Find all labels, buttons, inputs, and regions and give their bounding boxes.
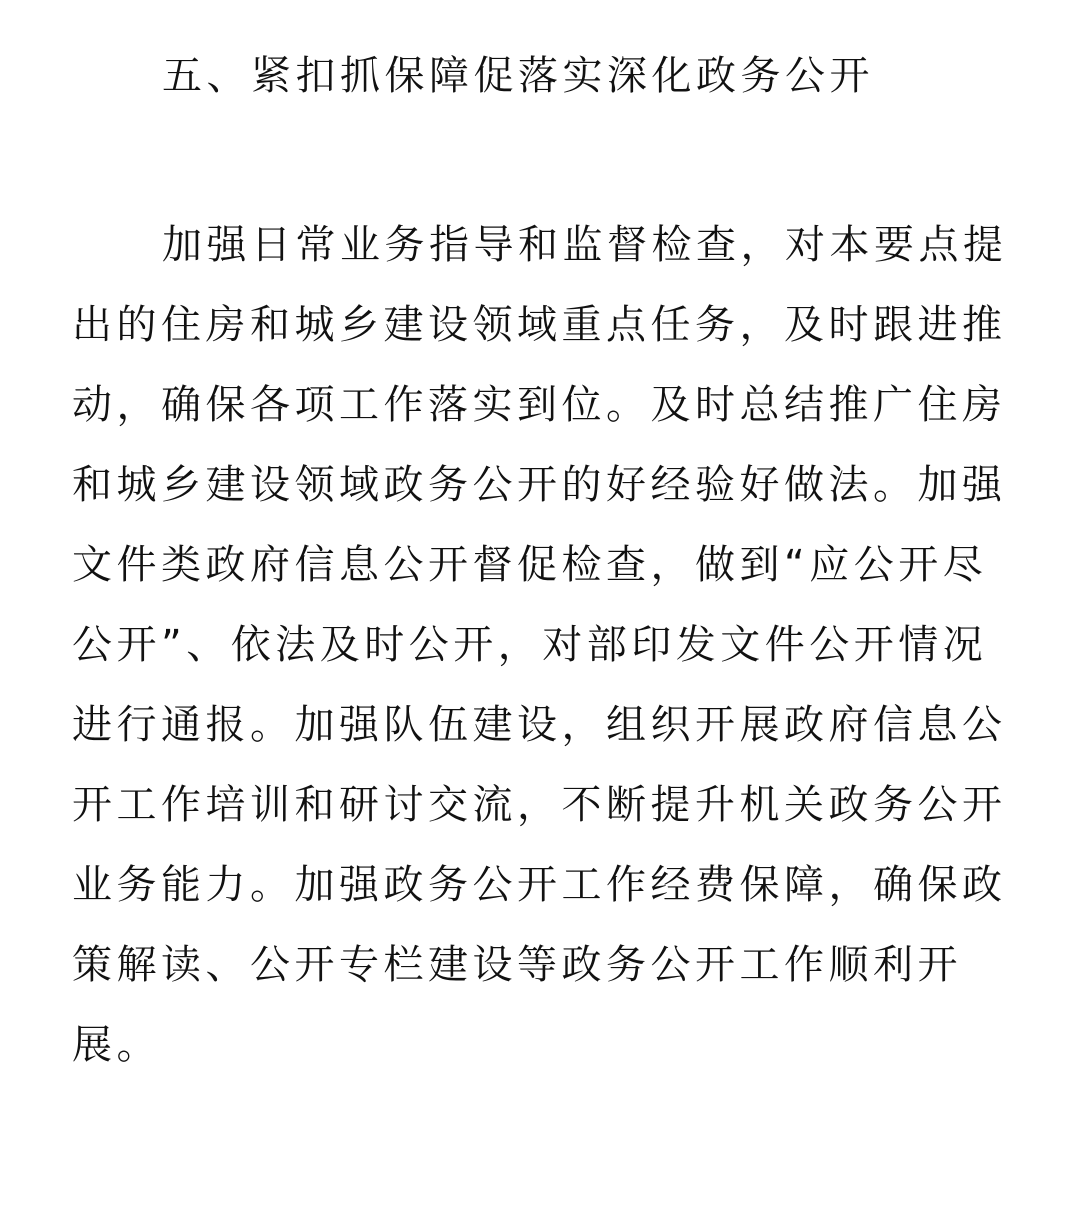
paragraph-line: 策解读、公开专栏建设等政务公开工作顺利开 bbox=[72, 942, 962, 988]
section-heading: 五、紧扣抓保障促落实深化政务公开 bbox=[162, 53, 874, 99]
paragraph-line: 公开”、依法及时公开，对部印发文件公开情况 bbox=[72, 622, 988, 668]
paragraph-line: 开工作培训和研讨交流，不断提升机关政务公开 bbox=[72, 782, 1007, 828]
paragraph-line: 加强日常业务指导和监督检查，对本要点提 bbox=[162, 222, 1008, 268]
paragraph-line: 文件类政府信息公开督促检查，做到“应公开尽 bbox=[72, 542, 988, 588]
paragraph-line: 业务能力。加强政务公开工作经费保障，确保政 bbox=[72, 862, 1007, 908]
paragraph-line: 展。 bbox=[72, 1022, 161, 1068]
paragraph-line: 动，确保各项工作落实到位。及时总结推广住房 bbox=[72, 382, 1007, 428]
paragraph-line: 进行通报。加强队伍建设，组织开展政府信息公 bbox=[72, 702, 1007, 748]
paragraph-line: 出的住房和城乡建设领域重点任务，及时跟进推 bbox=[72, 302, 1007, 348]
paragraph-line: 和城乡建设领域政务公开的好经验好做法。加强 bbox=[72, 462, 1007, 508]
body-paragraph bbox=[72, 205, 1012, 1085]
